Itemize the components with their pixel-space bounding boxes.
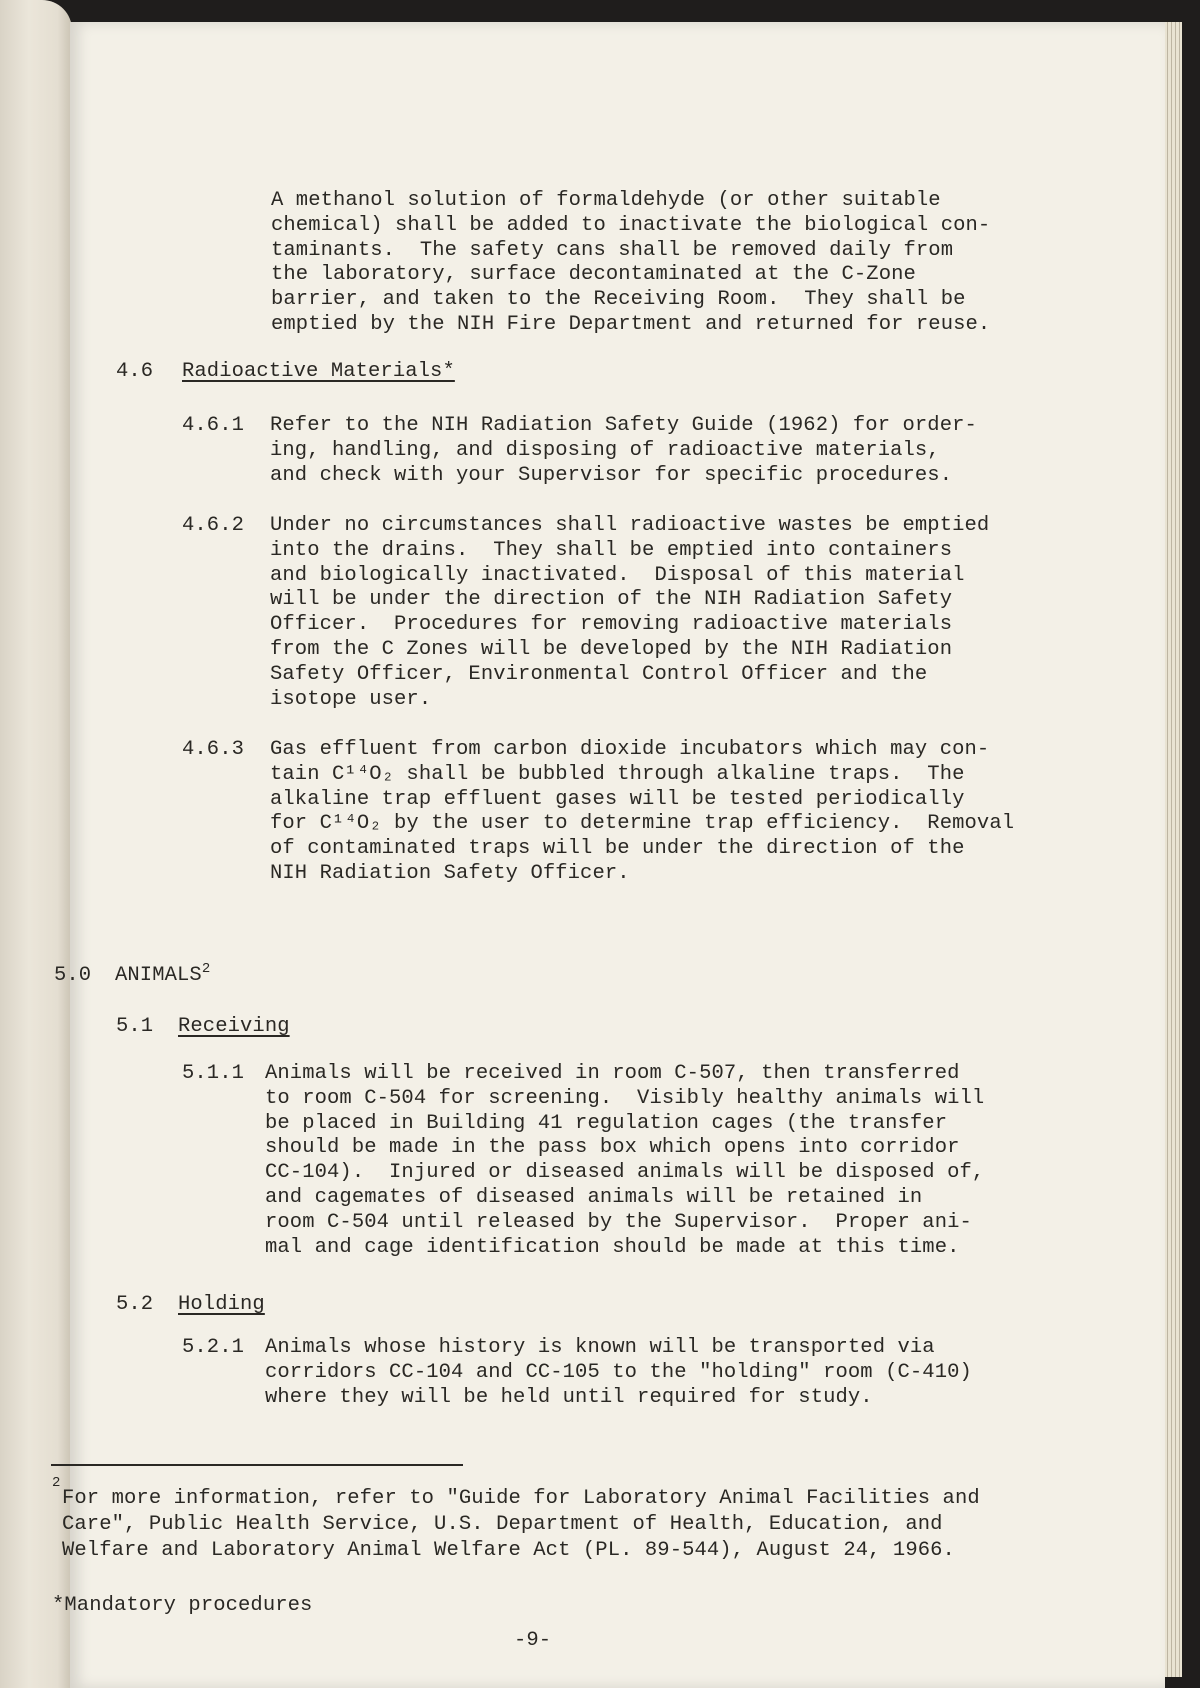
text-line: corridors CC-104 and CC-105 to the "holding" room (C-410) — [265, 1360, 972, 1384]
text-line: alkaline trap effluent gases will be tested periodically — [270, 787, 965, 811]
section-5-2-title: Holding — [178, 1293, 265, 1316]
text-line: room C-504 until released by the Supervisor. Proper ani- — [265, 1210, 972, 1234]
text-line: Safety Officer, Environmental Control Officer and the — [270, 662, 928, 686]
footnote-text — [62, 1486, 980, 1563]
text-line: isotope user. — [270, 687, 432, 711]
section-5-2-1-text — [265, 1336, 972, 1410]
section-5-1-1-text — [265, 1062, 984, 1260]
text-line: and cagemates of diseased animals will be retained in — [265, 1185, 923, 1209]
text-line: where they will be held until required for study. — [265, 1385, 873, 1409]
section-4-6-1-text — [270, 414, 977, 488]
page-number: -9- — [514, 1629, 552, 1652]
section-5-1-number: 5.1 — [116, 1015, 154, 1038]
text-line: the laboratory, surface decontaminated at the C-Zone — [271, 263, 916, 287]
section-4-6-number: 4.6 — [116, 360, 154, 383]
intro-paragraph — [271, 189, 990, 338]
text-line: NIH Radiation Safety Officer. — [270, 861, 630, 885]
text-line: Care", Public Health Service, U.S. Department of Health, Education, and — [62, 1512, 943, 1536]
section-5-1-1-number: 5.1.1 — [182, 1062, 245, 1085]
text-line: For more information, refer to "Guide for Laboratory Animal Facilities and — [62, 1487, 980, 1510]
text-line: CC-104). Injured or diseased animals will be disposed of, — [265, 1161, 985, 1185]
footnote-divider — [51, 1464, 463, 1466]
footnote-ref: 2 — [201, 961, 211, 977]
text-line: Officer. Procedures for removing radioactive materials — [270, 613, 953, 637]
section-5-0-number: 5.0 — [54, 964, 92, 987]
section-5-0-title-text: ANIMALS — [115, 964, 202, 987]
section-5-1-title: Receiving — [178, 1015, 290, 1038]
text-line: Animals will be received in room C-507, then transferred — [265, 1062, 960, 1085]
text-line: tain C¹⁴O₂ shall be bubbled through alkaline traps. The — [270, 762, 965, 786]
footnote-marker-text: 2 — [52, 1475, 61, 1491]
section-5-2-1-number: 5.2.1 — [182, 1336, 245, 1359]
text-line: chemical) shall be added to inactivate the biological con- — [271, 213, 991, 237]
text-line: taminants. The safety cans shall be removed daily from — [271, 238, 954, 262]
section-5-2-number: 5.2 — [116, 1293, 154, 1316]
text-line: Refer to the NIH Radiation Safety Guide (1962) for order- — [270, 414, 977, 437]
text-line: will be under the direction of the NIH Radiation Safety — [270, 588, 953, 612]
section-4-6-title: Radioactive Materials* — [182, 360, 455, 383]
text-line: barrier, and taken to the Receiving Room. They shall be — [271, 288, 966, 312]
text-line: into the drains. They shall be emptied into containers — [270, 538, 953, 562]
text-line: to room C-504 for screening. Visibly healthy animals will — [265, 1086, 985, 1110]
section-4-6-3-text — [270, 738, 1014, 887]
text-line: and check with your Supervisor for specific procedures. — [270, 463, 953, 487]
mandatory-note: *Mandatory procedures — [52, 1594, 313, 1617]
section-4-6-2-number: 4.6.2 — [182, 514, 245, 537]
text-line: of contaminated traps will be under the direction of the — [270, 837, 965, 861]
text-line: mal and cage identification should be made at this time. — [265, 1235, 960, 1259]
section-4-6-3-number: 4.6.3 — [182, 738, 245, 761]
text-line: Animals whose history is known will be transported via — [265, 1336, 935, 1359]
text-line: be placed in Building 41 regulation cages (the transfer — [265, 1111, 948, 1135]
text-line: ing, handling, and disposing of radioactive materials, — [270, 438, 940, 462]
text-line: Gas effluent from carbon dioxide incubators which may con- — [270, 738, 990, 761]
text-line: for C¹⁴O₂ by the user to determine trap efficiency. Removal — [270, 812, 1015, 836]
text-line: A methanol solution of formaldehyde (or other suitable — [271, 189, 941, 212]
text-line: should be made in the pass box which opens into corridor — [265, 1136, 960, 1160]
text-line: from the C Zones will be developed by the NIH Radiation — [270, 637, 953, 661]
footnote-marker — [52, 1475, 61, 1503]
text-line: and biologically inactivated. Disposal of this material — [270, 563, 965, 587]
section-4-6-1-number: 4.6.1 — [182, 414, 245, 437]
section-4-6-2-text — [270, 514, 989, 712]
text-line: Under no circumstances shall radioactive wastes be emptied — [270, 514, 990, 537]
text-line: Welfare and Laboratory Animal Welfare Act (PL. 89-544), August 24, 1966. — [62, 1538, 955, 1562]
text-line: emptied by the NIH Fire Department and returned for reuse. — [271, 312, 991, 336]
facing-page-edge — [0, 0, 72, 1688]
section-5-0-title — [115, 961, 211, 989]
